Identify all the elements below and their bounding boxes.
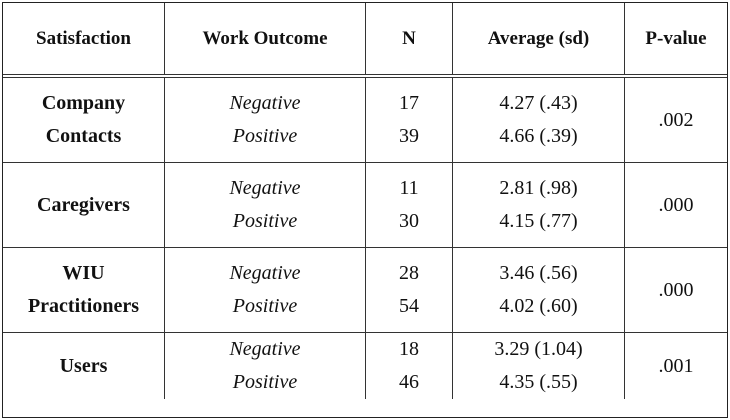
header-p-value: P-value — [645, 27, 707, 49]
group-label-line: Company — [41, 92, 126, 114]
table-row — [3, 333, 727, 399]
n-cell — [366, 78, 453, 162]
average-cell — [453, 333, 625, 399]
outcome-positive: Positive — [232, 371, 298, 393]
avg-negative: 3.29 (1.04) — [494, 338, 583, 360]
n-negative: 11 — [399, 177, 419, 199]
avg-negative: 2.81 (.98) — [499, 177, 578, 199]
average-cell — [453, 248, 625, 332]
outcome-negative: Negative — [229, 262, 301, 284]
table-row — [3, 163, 727, 248]
group-label — [3, 163, 165, 247]
group-label — [3, 333, 165, 399]
header-satisfaction: Satisfaction — [3, 3, 165, 74]
outcome-positive: Positive — [232, 295, 298, 317]
table-row — [3, 78, 727, 163]
n-positive: 30 — [399, 210, 419, 232]
group-label-line: Contacts — [45, 125, 122, 147]
table-header-row — [3, 3, 727, 78]
n-negative: 28 — [399, 262, 419, 284]
average-cell — [453, 163, 625, 247]
outcome-negative: Negative — [229, 338, 301, 360]
outcome-positive: Positive — [232, 210, 298, 232]
average-cell — [453, 78, 625, 162]
n-negative: 17 — [399, 92, 419, 114]
avg-positive: 4.35 (.55) — [499, 371, 578, 393]
header-n: N — [366, 3, 453, 74]
satisfaction-table — [2, 2, 728, 418]
group-label-line: Caregivers — [37, 193, 130, 216]
group-label — [3, 248, 165, 332]
group-label-line: Practitioners — [27, 295, 140, 317]
p-value-cell: .002 — [658, 108, 694, 131]
outcome-cell — [165, 163, 366, 247]
outcome-negative: Negative — [229, 177, 301, 199]
outcome-cell — [165, 78, 366, 162]
outcome-cell — [165, 333, 366, 399]
outcome-cell — [165, 248, 366, 332]
avg-positive: 4.02 (.60) — [499, 295, 578, 317]
n-positive: 39 — [399, 125, 419, 147]
p-value-cell: .001 — [658, 354, 694, 377]
header-average: Average (sd) — [453, 3, 625, 74]
n-cell — [366, 163, 453, 247]
n-cell — [366, 333, 453, 399]
avg-negative: 4.27 (.43) — [499, 92, 578, 114]
p-value-cell: .000 — [658, 193, 694, 216]
avg-positive: 4.15 (.77) — [499, 210, 578, 232]
table-row — [3, 248, 727, 333]
avg-negative: 3.46 (.56) — [499, 262, 578, 284]
outcome-positive: Positive — [232, 125, 298, 147]
n-cell — [366, 248, 453, 332]
group-label-line: Users — [59, 354, 108, 377]
header-work-outcome: Work Outcome — [165, 3, 366, 74]
n-positive: 54 — [399, 295, 419, 317]
avg-positive: 4.66 (.39) — [499, 125, 578, 147]
n-negative: 18 — [399, 338, 419, 360]
group-label-line: WIU — [62, 262, 105, 284]
group-label — [3, 78, 165, 162]
n-positive: 46 — [399, 371, 419, 393]
p-value-cell: .000 — [658, 278, 694, 301]
outcome-negative: Negative — [229, 92, 301, 114]
